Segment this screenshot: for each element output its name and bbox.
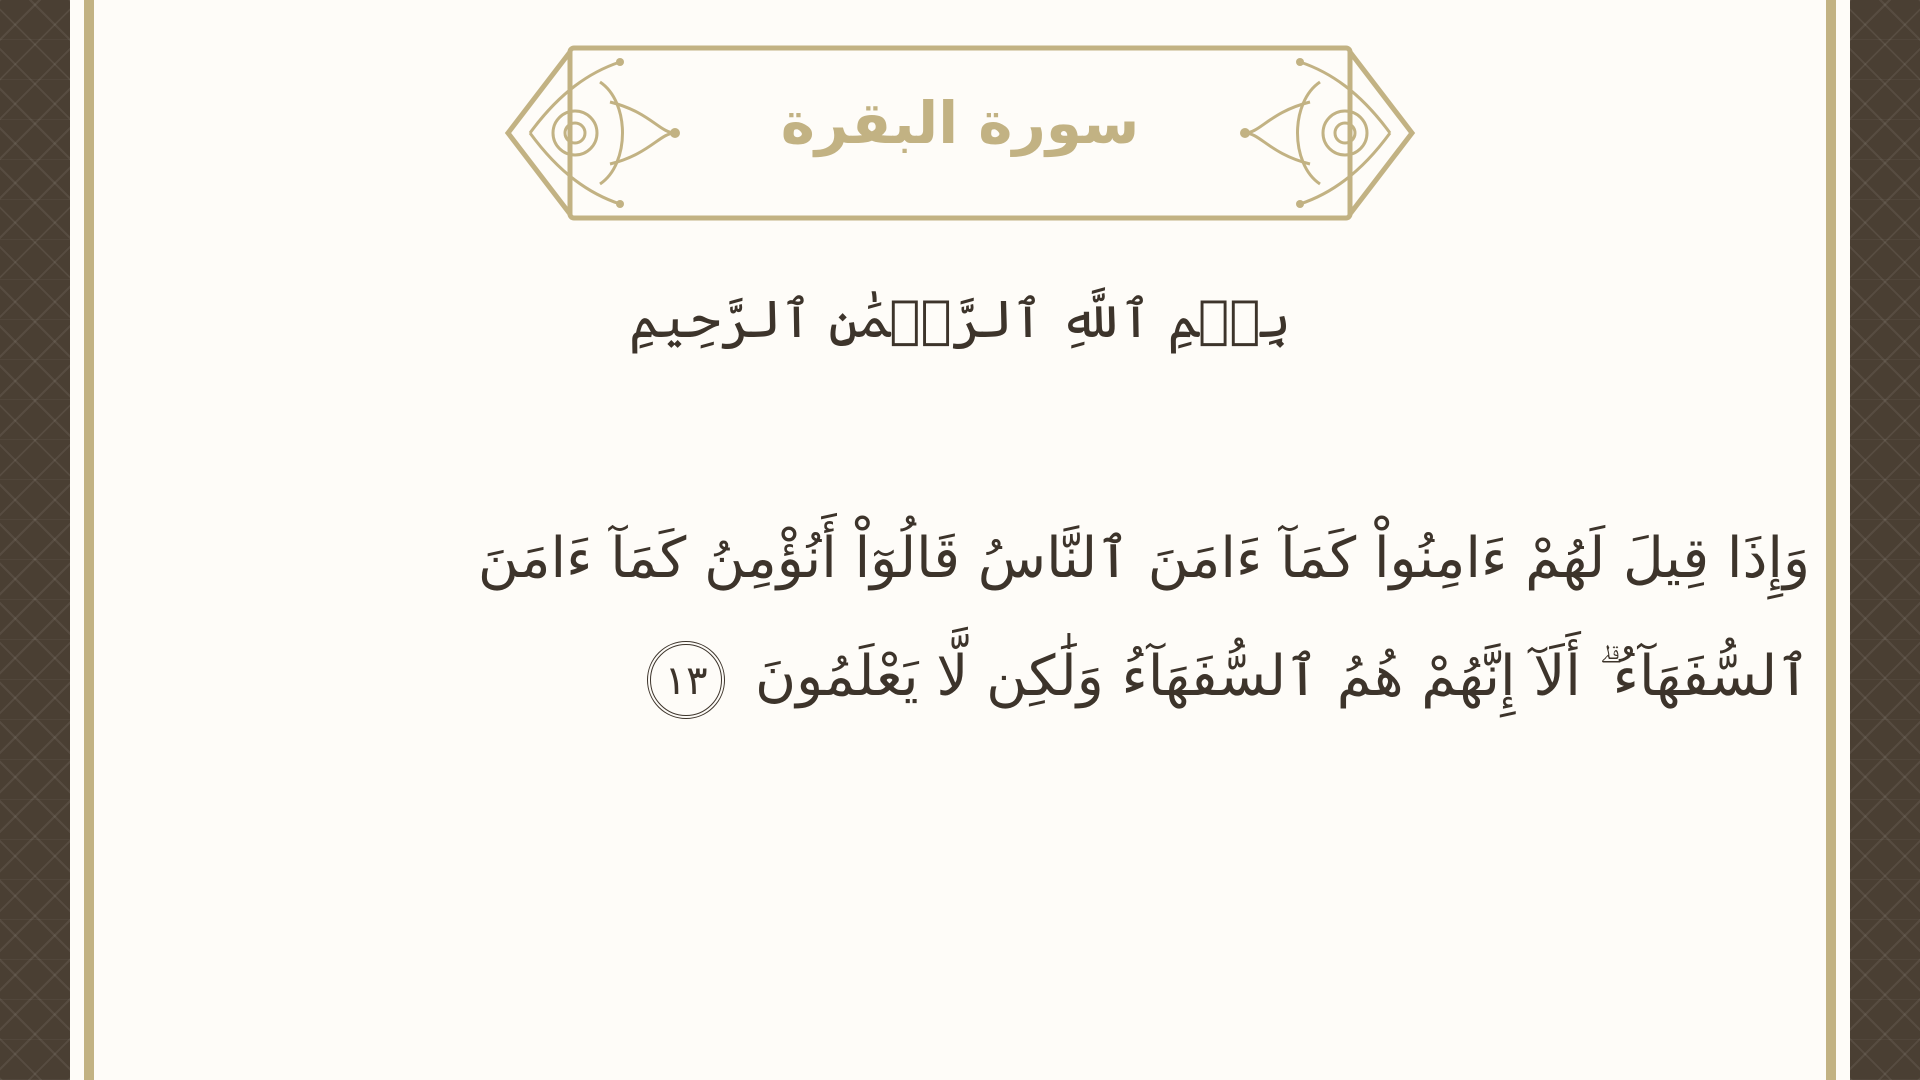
left-pattern-border: [0, 0, 70, 1080]
right-gap: [1836, 0, 1850, 1080]
verse-number-marker: ١٣: [647, 641, 725, 719]
left-gap: [70, 0, 84, 1080]
left-gold-line: [84, 0, 94, 1080]
surah-title: سورة البقرة: [780, 89, 1140, 157]
surah-header-frame: [500, 42, 1420, 224]
right-gold-line: [1826, 0, 1836, 1080]
verse-text-block: [340, 500, 1810, 736]
right-pattern-border: [1850, 0, 1920, 1080]
basmala-calligraphy: بِسۡمِ ٱللَّهِ ٱلرَّحۡمَٰنِ ٱلرَّحِيمِ: [629, 290, 1291, 350]
verse-text: وَإِذَا قِيلَ لَهُمْ ءَامِنُواْ كَمَآ ءَامَنَ ٱلنَّاسُ قَالُوٓاْ أَنُؤْمِنُ كَمَآ ءَامَنَ ٱلسُّفَهَآءُ ۗ أَلَآ إِنَّهُمْ هُمُ ٱلسُّفَهَآءُ وَلَٰكِن لَّا يَعْلَمُونَ: [477, 526, 1810, 709]
